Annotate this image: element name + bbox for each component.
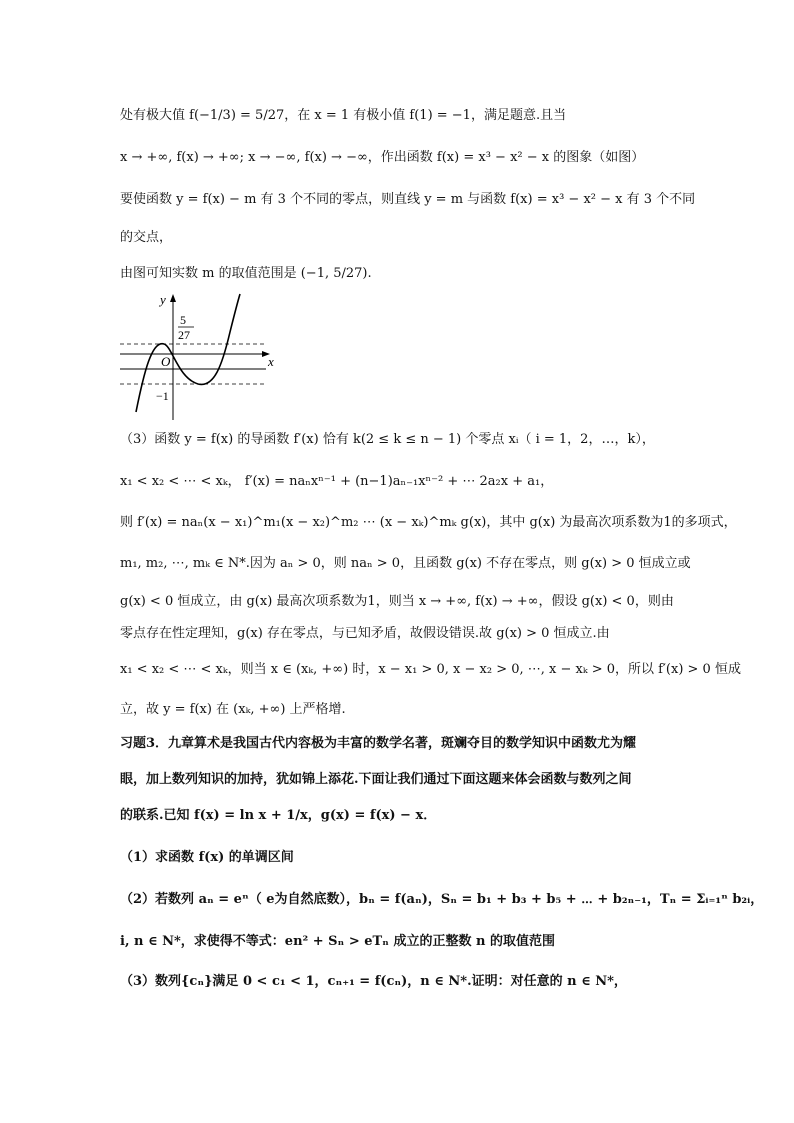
exercise-3-question-2: （2）若数列 aₙ = eⁿ（ e为自然底数），bₙ = f(aₙ)，Sₙ = b₁ + b₃ + b₅ + ⋯ + b₂ₙ₋₁，Tₙ = Σᵢ₌₁ⁿ b₂ᵢ，: [120, 892, 764, 907]
text-line-4: 的交点，: [120, 230, 173, 245]
text-line-8: 则 f′(x) = naₙ(x − x₁)^m₁(x − x₂)^m₂ ⋯ (x − xₖ)^mₖ g(x)，其中 g(x) 为最高次项系数为1的多项式，: [120, 515, 737, 530]
exercise-3-question-3: （3）数列{cₙ}满足 0 < c₁ < 1，cₙ₊₁ = f(cₙ)，n ∈ N*.证明：对任意的 n ∈ N*，: [120, 974, 627, 989]
exercise-3-question-2-cont: i, n ∈ N*，求使得不等式：en² + Sₙ > eTₙ 成立的正整数 n 的取值范围: [120, 934, 555, 949]
text-line-9: m₁, m₂, ⋯, mₖ ∈ N*.因为 aₙ > 0，则 naₙ > 0，且函数 g(x) 不存在零点，则 g(x) > 0 恒成立或: [120, 556, 691, 571]
exercise-3-line-1: 习题3．九章算术是我国古代内容极为丰富的数学名著，斑斓夺目的数学知识中函数尤为耀: [120, 736, 637, 751]
text-line-10: g(x) < 0 恒成立，由 g(x) 最高次项系数为1，则当 x → +∞, f(x) → +∞，假设 g(x) < 0，则由: [120, 594, 674, 609]
text-line-3: 要使函数 y = f(x) − m 有 3 个不同的零点，则直线 y = m 与函数 f(x) = x³ − x² − x 有 3 个不同: [120, 192, 696, 207]
min-label: −1: [156, 389, 169, 403]
cubic-curve: [136, 294, 240, 412]
text-line-2: x → +∞, f(x) → +∞; x → −∞, f(x) → −∞，作出函数 f(x) = x³ − x² − x 的图象（如图）: [120, 150, 645, 165]
text-line-5: 由图可知实数 m 的取值范围是 (−1, 5/27).: [120, 266, 372, 281]
y-axis-arrow: [170, 294, 176, 302]
origin-label: O: [161, 354, 171, 369]
text-line-6: （3）函数 y = f(x) 的导函数 f′(x) 恰有 k(2 ≤ k ≤ n − 1) 个零点 xᵢ（ i = 1，2，…，k），: [120, 432, 655, 447]
text-line-11: 零点存在性定理知，g(x) 存在零点，与已知矛盾，故假设错误.故 g(x) > 0 恒成立.由: [120, 626, 610, 641]
exercise-3-question-1: （1）求函数 f(x) 的单调区间: [120, 850, 294, 865]
exercise-3-line-2: 眼，加上数列知识的加持，犹如锦上添花.下面让我们通过下面这题来体会函数与数列之间: [120, 772, 632, 787]
max-label-numerator: 5: [180, 313, 186, 327]
text-line-7: x₁ < x₂ < ⋯ < xₖ， f′(x) = naₙxⁿ⁻¹ + (n−1)aₙ₋₁xⁿ⁻² + ⋯ 2a₂x + a₁，: [120, 474, 554, 489]
y-axis-label: y: [160, 292, 166, 307]
text-line-13: 立，故 y = f(x) 在 (xₖ, +∞) 上严格增.: [120, 702, 346, 717]
text-line-12: x₁ < x₂ < ⋯ < xₖ，则当 x ∈ (xₖ, +∞) 时，x − x₁ > 0, x − x₂ > 0, ⋯, x − xₖ > 0，所以 f′(x) > 0 恒成: [120, 662, 741, 677]
function-graph: [118, 292, 278, 422]
text-line-1: 处有极大值 f(−1/3) = 5/27，在 x = 1 有极小值 f(1) = −1，满足题意.且当: [120, 108, 567, 123]
exercise-3-line-3: 的联系.已知 f(x) = ln x + 1/x，g(x) = f(x) − x．: [120, 808, 437, 823]
x-axis-label: x: [268, 354, 274, 369]
max-label-denominator: 27: [178, 328, 190, 342]
